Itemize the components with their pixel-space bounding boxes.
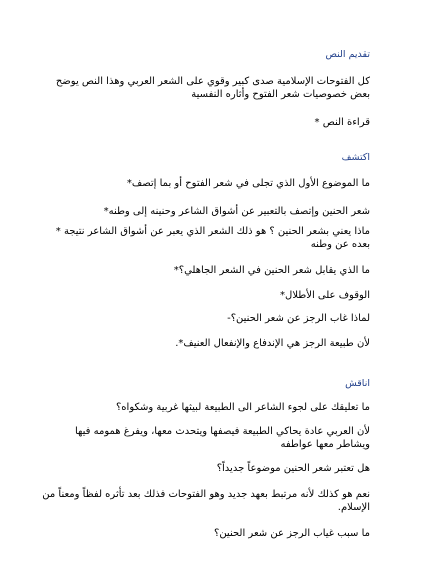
explore-answer-3: الوقوف على الأطلال* [280, 290, 370, 301]
section-heading-explore: اكتشف [341, 152, 370, 163]
reading-label: قراءة النص * [314, 117, 370, 128]
intro-paragraph-line-1: كل الفتوحات الإسلامية صدى كبير وقوي على الشعر العربي وهذا النص يوضح [55, 76, 370, 87]
explore-question-1: ما الموضوع الأول الذي تجلى في شعر الفتوح أو بما إتصف* [126, 178, 370, 189]
discuss-answer-1-line-1: لأن العربي عادة يحاكي الطبيعة فيصفها ويتحدث معها، ويفرغ همومه فيها [75, 426, 370, 437]
explore-question-2-line-1: ماذا يعني بشعر الحنين ؟ هو ذلك الشعر الذي يعبر عن أشواق الشاعر نتيجة * [55, 226, 370, 237]
explore-answer-4: لأن طبيعة الرجز هي الإندفاع والإنفعال العنيف*. [175, 338, 370, 349]
intro-paragraph-line-2: بعض خصوصيات شعر الفتوح وأثاره النفسية [191, 89, 370, 100]
discuss-answer-2-line-2: الإسلام. [337, 502, 370, 513]
discuss-question-2: هل تعتبر شعر الحنين موضوعاً جديداً؟ [216, 463, 370, 474]
discuss-answer-1-line-2: ويشاطر معها عواطفه [280, 439, 370, 450]
explore-answer-1: شعر الحنين وإتصف بالتعبير عن أشواق الشاعر وحنينه إلى وطنه* [103, 206, 370, 217]
explore-question-3: ما الذي يقابل شعر الحنين في الشعر الجاهلي؟* [173, 265, 370, 276]
discuss-question-1: ما تعليقك على لجوء الشاعر الى الطبيعة لبيثها غربية وشكواه؟ [116, 402, 370, 413]
section-heading-discuss: اناقش [345, 378, 370, 389]
section-heading-intro: تقديم النص [325, 49, 370, 60]
discuss-question-3: ما سبب غياب الرجز عن شعر الحنين؟ [214, 528, 370, 539]
explore-question-4: لماذا غاب الرجز عن شعر الحنين؟- [227, 313, 370, 324]
explore-question-2-line-2: بعده عن وطنه [310, 239, 370, 250]
discuss-answer-2-line-1: نعم هو كذلك لأنه مرتبط بعهد جديد وهو الفتوحات فذلك بعد تأثره لفظاً ومعناً من [42, 489, 370, 500]
